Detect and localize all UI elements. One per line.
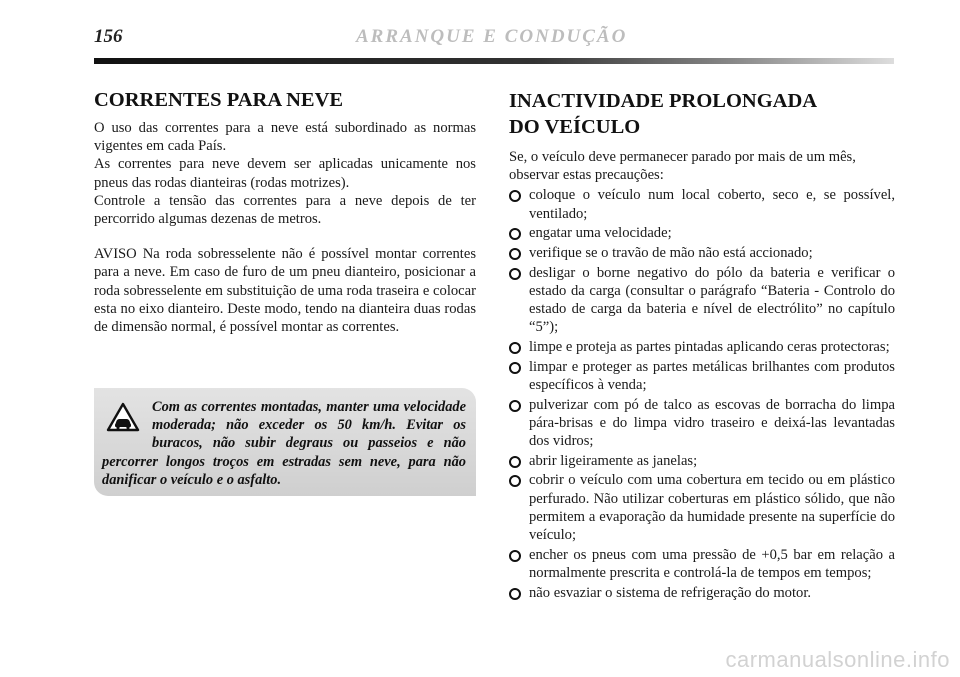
chapter-title: ARRANQUE E CONDUÇÃO (356, 26, 628, 47)
list-item (509, 584, 895, 602)
list-item (509, 358, 895, 394)
spacer (94, 228, 476, 245)
precautions-list (509, 186, 895, 601)
snow-chains-paragraph: As correntes para neve devem ser aplicadas unicamente nos pneus das rodas dianteiras (rodas motrizes). (94, 156, 476, 191)
circle-bullet-icon (509, 475, 521, 487)
circle-bullet-icon (509, 228, 521, 240)
list-item (509, 396, 895, 451)
list-item-text: não esvaziar o sistema de refrigeração do motor. (529, 584, 812, 601)
list-item (509, 452, 895, 470)
section-heading-storage (509, 88, 895, 140)
snow-chains-paragraph: Controle a tensão das correntes para a neve depois de ter percorrido algumas dezenas de metros. (94, 192, 476, 228)
snow-chains-notice: AVISO Na roda sobresselente não é possível montar correntes para a neve. Em caso de furo de um pneu dianteiro, posicionar a roda sobresselente em substituição de uma roda traseira e colocar esta no eixo dianteiro. Deste modo, tendo na dianteira duas rodas de dimensão normal, é possível montar as correntes. (94, 246, 476, 336)
list-item-text: coloque o veículo num local coberto, seco e, se possível, ventilado; (529, 187, 895, 222)
page-number: 156 (94, 26, 123, 47)
list-item-text: pulverizar com pó de talco as escovas de borracha do limpa pára-brisas e do limpa vidro traseiro e deixá-las levantadas dos vidros; (529, 396, 895, 450)
warning-text-block (102, 398, 466, 489)
section-heading-snow-chains: CORRENTES PARA NEVE (94, 89, 344, 111)
list-item-text: abrir ligeiramente as janelas; (529, 452, 698, 469)
list-item (509, 244, 895, 262)
list-item (509, 264, 895, 337)
circle-bullet-icon (509, 342, 521, 354)
circle-bullet-icon (509, 268, 521, 280)
list-item-text: limpe e proteja as partes pintadas aplicando ceras protectoras; (529, 339, 890, 356)
list-item (509, 471, 895, 544)
circle-bullet-icon (509, 190, 521, 202)
heading-line: DO VEÍCULO (509, 116, 641, 138)
list-item-text: verifique se o travão de mão não está accionado; (529, 245, 813, 262)
warning-text: Com as correntes montadas, manter uma velocidade moderada; não exceder os 50 km/h. Evitar os buracos, não subir degraus ou passeios e não percorrer longos troços em estradas sem neve, para não danificar o veículo e o asfalto. (102, 399, 466, 488)
list-item (509, 338, 895, 356)
circle-bullet-icon (509, 456, 521, 468)
heading-line: INACTIVIDADE PROLONGADA (509, 90, 818, 112)
right-column (509, 88, 895, 603)
circle-bullet-icon (509, 362, 521, 374)
list-item (509, 546, 895, 582)
storage-intro: Se, o veículo deve permanecer parado por mais de um mês, observar estas precauções: (509, 149, 856, 184)
circle-bullet-icon (509, 550, 521, 562)
circle-bullet-icon (509, 588, 521, 600)
list-item (509, 186, 895, 222)
header-rule (94, 58, 894, 64)
list-item-text: desligar o borne negativo do pólo da bateria e verificar o estado da carga (consultar o parágrafo “Bateria - Controlo do estado de carga da bateria e nível de electrólito” no capítulo “5”); (529, 264, 895, 336)
list-item-text: cobrir o veículo com uma cobertura em tecido ou em plástico perfurado. Não utilizar coberturas em plástico sólido, que não permitem a evaporação da humidade presente na superfície do veículo; (529, 472, 895, 544)
circle-bullet-icon (509, 400, 521, 412)
circle-bullet-icon (509, 248, 521, 260)
list-item-text: engatar uma velocidade; (529, 225, 672, 242)
snow-chains-paragraph: O uso das correntes para a neve está subordinado as normas vigentes em cada País. (94, 120, 476, 155)
watermark-link[interactable]: carmanualsonline.info (725, 647, 950, 672)
list-item-text: limpar e proteger as partes metálicas brilhantes com produtos específicos à venda; (529, 358, 895, 393)
left-column (94, 88, 476, 336)
list-item-text: encher os pneus com uma pressão de +0,5 bar em relação a normalmente prescrita e controlá-la de tempos em tempos; (529, 546, 895, 581)
list-item (509, 224, 895, 242)
warning-box (94, 388, 476, 496)
